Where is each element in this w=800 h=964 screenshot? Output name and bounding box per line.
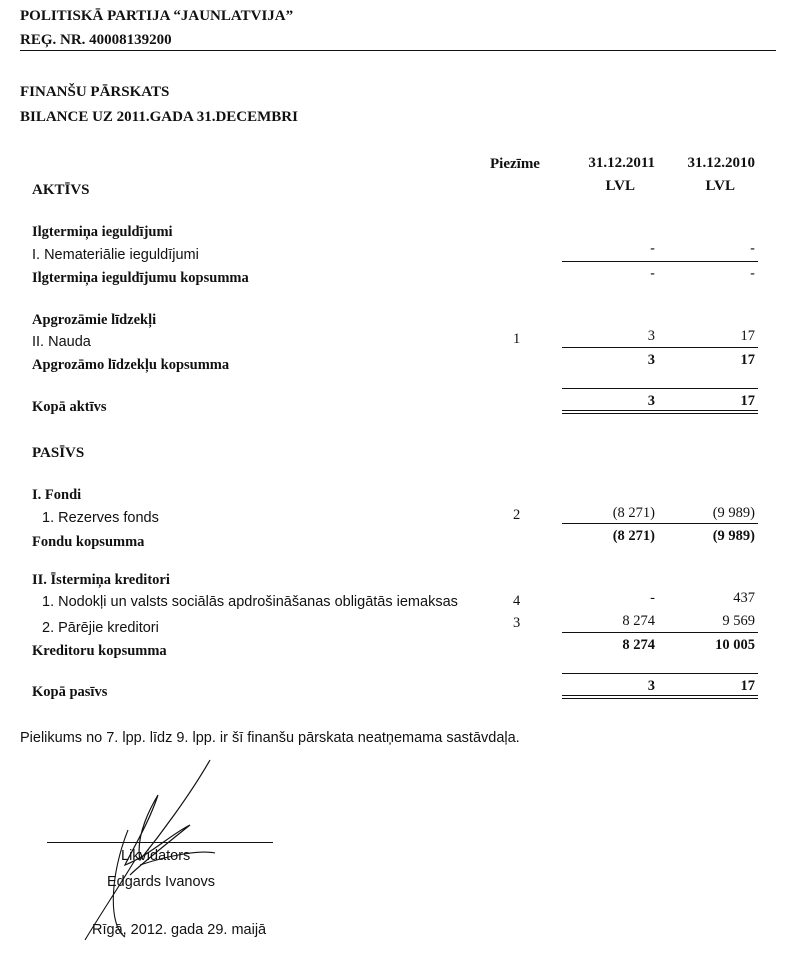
- liabilities-heading: PASĪVS: [32, 445, 85, 461]
- currency-2010-header: LVL: [705, 178, 735, 194]
- longterm-total-2010-value: -: [750, 266, 755, 282]
- total-liabilities-2010-value: 17: [740, 678, 755, 694]
- funds-heading: I. Fondi: [32, 487, 82, 503]
- short-term-creditors-heading: II. Īstermiņa kreditori: [32, 572, 170, 588]
- taxes-2011-value: -: [650, 590, 655, 606]
- reserve-fund-2011-value: (8 271): [612, 505, 655, 521]
- longterm-investments-heading: Ilgtermiņa ieguldījumi: [32, 224, 173, 240]
- creditors-total-2010-value: 10 005: [715, 637, 755, 653]
- intangible-2011-value: -: [650, 241, 655, 257]
- longterm-total-2011-value: -: [650, 266, 655, 282]
- cash-2011-value: 3: [647, 328, 655, 344]
- taxes-note: 4: [513, 593, 521, 609]
- total-liabilities-label: Kopā pasīvs: [32, 684, 108, 700]
- funds-total-label: Fondu kopsumma: [32, 534, 145, 550]
- longterm-total-label: Ilgtermiņa ieguldījumu kopsumma: [32, 270, 249, 286]
- assets-heading: AKTĪVS: [32, 182, 90, 198]
- signature-line: [47, 842, 273, 843]
- cash-2010-value: 17: [740, 328, 755, 344]
- date-2010-header: 31.12.2010: [687, 155, 755, 171]
- appendix-note: Pielikums no 7. lpp. līdz 9. lpp. ir šī finanšu pārskata neatņemama sastāvdaļa.: [20, 730, 520, 746]
- taxes-label: 1. Nodokļi un valsts sociālās apdrošināšanas obligātās iemaksas: [42, 594, 458, 610]
- currency-2011-header: LVL: [605, 178, 635, 194]
- other-creditors-2011-value: 8 274: [622, 613, 655, 629]
- current-assets-heading: Apgrozāmie līdzekļi: [32, 312, 157, 328]
- intangible-2010-value: -: [750, 241, 755, 257]
- cash-note: 1: [513, 331, 521, 347]
- current-total-label: Apgrozāmo līdzekļu kopsumma: [32, 357, 230, 373]
- reserve-fund-2010-value: (9 989): [712, 505, 755, 521]
- place-and-date: Rīgā, 2012. gada 29. maijā: [92, 922, 267, 938]
- current-total-2010-value: 17: [740, 352, 755, 368]
- organization-name: POLITISKĀ PARTIJA “JAUNLATVIJA”: [20, 8, 294, 24]
- reserve-fund-label: 1. Rezerves fonds: [42, 510, 159, 526]
- double-rule: [562, 410, 758, 414]
- report-subtitle: BILANCE UZ 2011.GADA 31.DECEMBRI: [20, 109, 298, 125]
- total-assets-2011-value: 3: [647, 393, 655, 409]
- rule: [562, 388, 758, 389]
- reserve-fund-note: 2: [513, 507, 521, 523]
- rule: [562, 673, 758, 674]
- rule: [562, 261, 758, 262]
- note-column-header: Piezīme: [490, 156, 540, 172]
- date-2011-header: 31.12.2011: [588, 155, 655, 171]
- signer-role: Likvidators: [121, 848, 191, 864]
- report-title: FINANŠU PĀRSKATS: [20, 84, 170, 100]
- funds-total-2010-value: (9 989): [712, 528, 755, 544]
- current-total-2011-value: 3: [647, 352, 655, 368]
- cash-label: II. Nauda: [32, 334, 91, 350]
- total-assets-label: Kopā aktīvs: [32, 399, 107, 415]
- other-creditors-label: 2. Pārējie kreditori: [42, 620, 159, 636]
- total-assets-2010-value: 17: [740, 393, 755, 409]
- other-creditors-note: 3: [513, 615, 521, 631]
- other-creditors-2010-value: 9 569: [722, 613, 755, 629]
- rule: [562, 523, 758, 524]
- funds-total-2011-value: (8 271): [612, 528, 655, 544]
- creditors-total-2011-value: 8 274: [622, 637, 655, 653]
- registration-number: REĢ. NR. 40008139200: [20, 32, 172, 48]
- double-rule: [562, 695, 758, 699]
- header-rule: [20, 50, 776, 51]
- rule: [562, 632, 758, 633]
- total-liabilities-2011-value: 3: [647, 678, 655, 694]
- intangible-investments-label: I. Nemateriālie ieguldījumi: [32, 247, 199, 263]
- taxes-2010-value: 437: [733, 590, 755, 606]
- creditors-total-label: Kreditoru kopsumma: [32, 643, 167, 659]
- rule: [562, 347, 758, 348]
- signer-name: Edgards Ivanovs: [107, 874, 216, 890]
